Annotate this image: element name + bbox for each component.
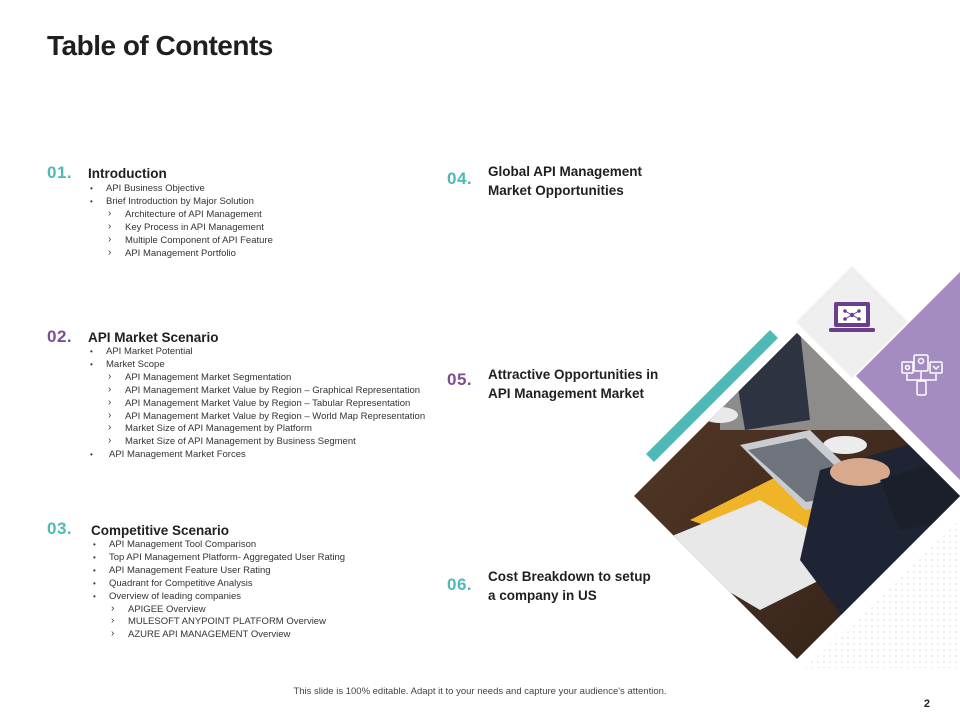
sub-bullet-item: › MULESOFT ANYPOINT PLATFORM Overview	[91, 616, 345, 629]
sub-bullet-item: › APIGEE Overview	[91, 604, 345, 617]
bullet-item: • API Management Market Forces	[88, 449, 425, 462]
sub-bullet-item: › Architecture of API Management	[88, 209, 273, 222]
sub-bullet-item: › Key Process in API Management	[88, 222, 273, 235]
section-number: 02.	[47, 327, 73, 346]
page-number: 2	[923, 698, 930, 710]
footer-note: This slide is 100% editable. Adapt it to your needs and capture your audience's attention.	[293, 686, 667, 697]
section-items	[91, 539, 345, 642]
bullet-item: • Market Scope	[88, 359, 425, 372]
bullet-item: • API Management Tool Comparison	[91, 539, 345, 552]
sub-bullet-item: › API Management Portfolio	[88, 248, 273, 261]
sub-bullet-item: › API Management Market Value by Region – Graphical Representation	[88, 385, 425, 398]
section-title-line-1: Attractive Opportunities in	[488, 367, 659, 382]
section-title-line-2: a company in US	[488, 588, 597, 603]
section-title: API Market Scenario	[88, 330, 219, 345]
sub-bullet-item: › AZURE API MANAGEMENT Overview	[91, 629, 345, 642]
bullet-item: • Brief Introduction by Major Solution	[88, 196, 273, 209]
section-number: 06.	[447, 575, 473, 594]
section-title: Competitive Scenario	[91, 523, 230, 538]
section-number: 01.	[47, 163, 73, 182]
bullet-item: • Quadrant for Competitive Analysis	[91, 578, 345, 591]
section-title-line-1: Global API Management	[488, 164, 643, 179]
section-title: Introduction	[88, 166, 167, 181]
section-items	[88, 183, 273, 260]
section-number: 03.	[47, 519, 73, 538]
page-title: Table of Contents	[47, 30, 273, 61]
bullet-item: • Top API Management Platform- Aggregated User Rating	[91, 552, 345, 565]
bullet-item: • Overview of leading companies	[91, 591, 345, 604]
bullet-item: • API Business Objective	[88, 183, 273, 196]
sub-bullet-item: › API Management Market Value by Region – World Map Representation	[88, 411, 425, 424]
decorative-diamond-graphic	[620, 260, 960, 670]
sub-bullet-item: › Multiple Component of API Feature	[88, 235, 273, 248]
sub-bullet-item: › API Management Market Value by Region – Tabular Representation	[88, 398, 425, 411]
section-number: 05.	[447, 370, 473, 389]
section-items	[88, 346, 425, 462]
sub-bullet-item: › Market Size of API Management by Platform	[88, 423, 425, 436]
section-number: 04.	[447, 169, 473, 188]
bullet-item: • API Management Feature User Rating	[91, 565, 345, 578]
section-title-line-2: API Management Market	[488, 386, 645, 401]
section-title-line-1: Cost Breakdown to setup	[488, 569, 651, 584]
sub-bullet-item: › Market Size of API Management by Business Segment	[88, 436, 425, 449]
sub-bullet-item: › API Management Market Segmentation	[88, 372, 425, 385]
bullet-item: • API Market Potential	[88, 346, 425, 359]
section-title-line-2: Market Opportunities	[488, 183, 624, 198]
